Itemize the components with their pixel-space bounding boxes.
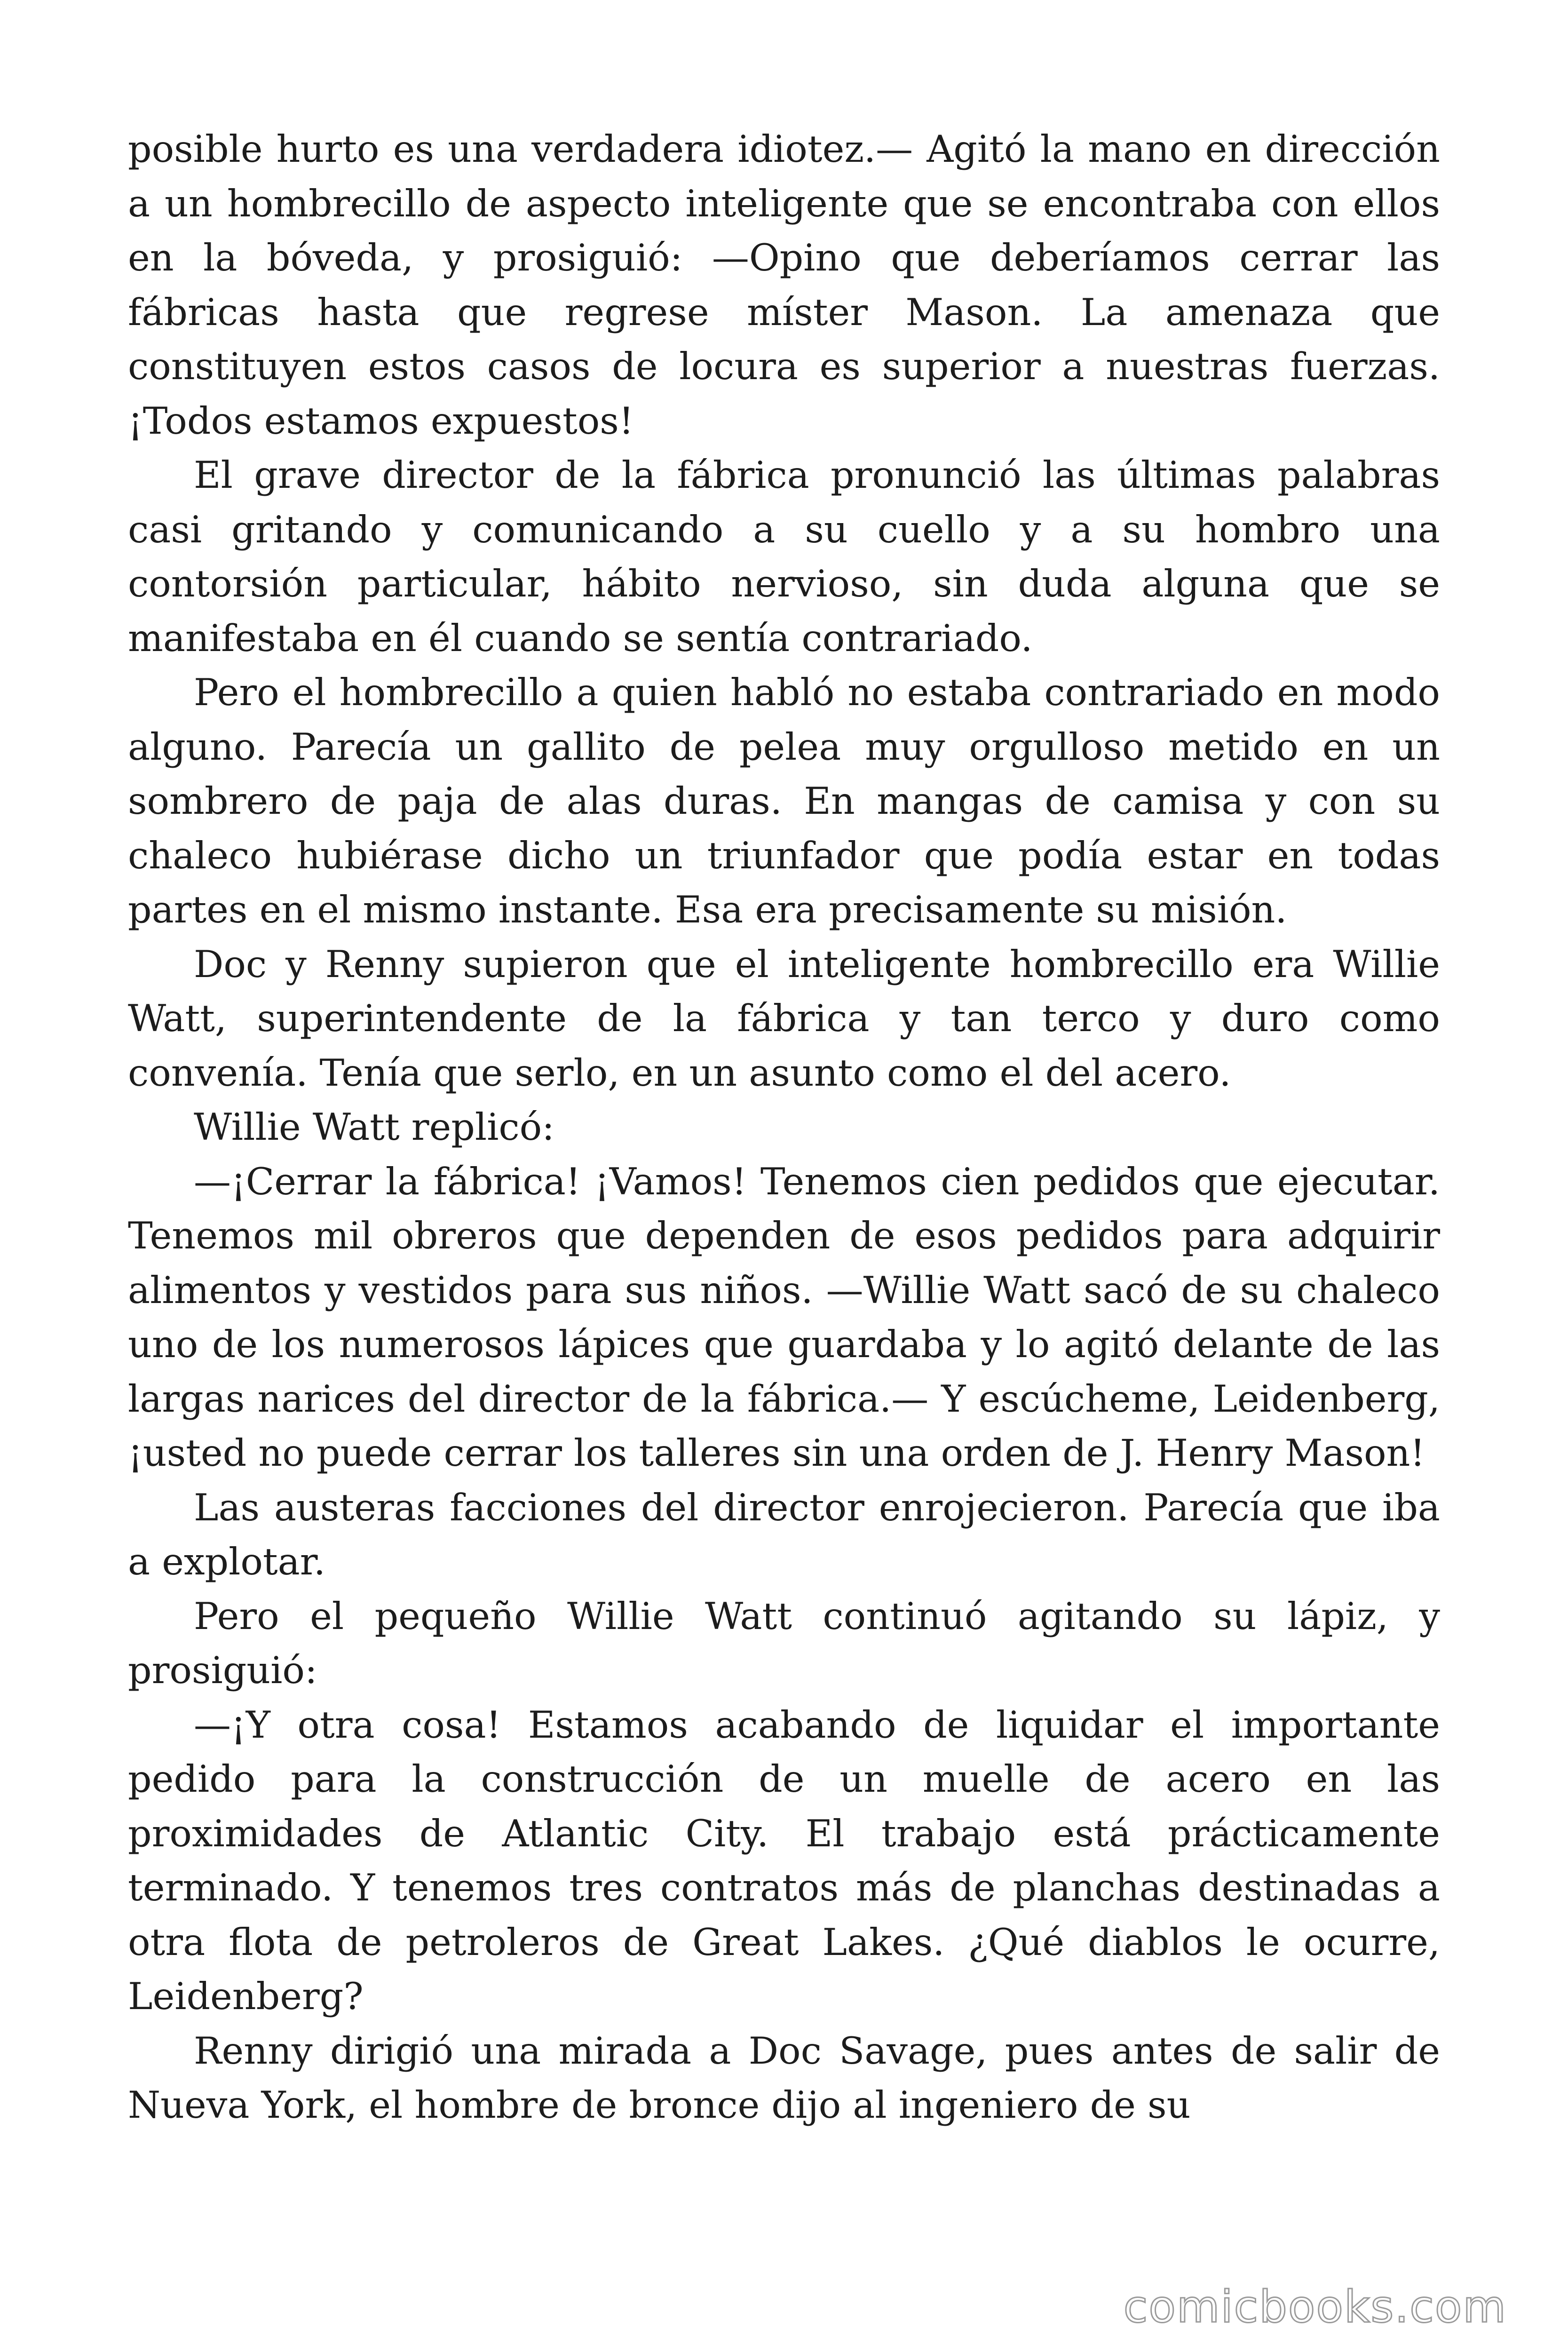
paragraph: El grave director de la fábrica pronunció las últimas palabras casi gritando y comunicando a su cuello y a su hombro una contorsión particular, hábito nervioso, sin duda alguna que se manifestaba en él cuando se sentía contrariado. (128, 453, 1440, 660)
paragraph: Pero el pequeño Willie Watt continuó agitando su lápiz, y prosiguió: (128, 1594, 1440, 1692)
paragraph: Pero el hombrecillo a quien habló no estaba contrariado en modo alguno. Parecía un gallito de pelea muy orgulloso metido en un sombrero de paja de alas duras. En mangas de camisa y con su chaleco hubiérase dicho un triunfador que podía estar en todas partes en el mismo instante. Esa era precisamente su misión. (128, 671, 1440, 931)
paragraph: Doc y Renny supieron que el inteligente hombrecillo era Willie Watt, superintendente de la fábrica y tan terco y duro como convenía. Tenía que serlo, en un asunto como el del acero. (128, 942, 1440, 1095)
page-body (128, 122, 1440, 2133)
paragraph: Las austeras facciones del director enrojecieron. Parecía que iba a explotar. (128, 1486, 1440, 1583)
paragraph: —¡Cerrar la fábrica! ¡Vamos! Tenemos cien pedidos que ejecutar. Tenemos mil obreros que dependen de esos pedidos para adquirir alimentos y vestidos para sus niños. —Willie Watt sacó de su chaleco uno de los numerosos lápices que guardaba y lo agitó delante de las largas narices del director de la fábrica.— Y escúcheme, Leidenberg, ¡usted no puede cerrar los talleres sin una orden de J. Henry Mason! (128, 1160, 1440, 1475)
watermark: comicbooks.com (1123, 2281, 1507, 2333)
paragraph: posible hurto es una verdadera idiotez.— Agitó la mano en dirección a un hombrecillo de aspecto inteligente que se encontraba con ellos en la bóveda, y prosiguió: —Opino que deberíamos cerrar las fábricas hasta que regrese míster Mason. La amenaza que constituyen estos casos de locura es superior a nuestras fuerzas. ¡Todos estamos expuestos! (128, 127, 1440, 443)
paragraph: —¡Y otra cosa! Estamos acabando de liquidar el importante pedido para la construcción de un muelle de acero en las proximidades de Atlantic City. El trabajo está prácticamente terminado. Y tenemos tres contratos más de planchas destinadas a otra flota de petroleros de Great Lakes. ¿Qué diablos le ocurre, Leidenberg? (128, 1703, 1440, 2018)
paragraph: Willie Watt replicó: (194, 1105, 554, 1149)
paragraph: Renny dirigió una mirada a Doc Savage, pues antes de salir de Nueva York, el hombre de bronce dijo al ingeniero de su (128, 2029, 1440, 2127)
